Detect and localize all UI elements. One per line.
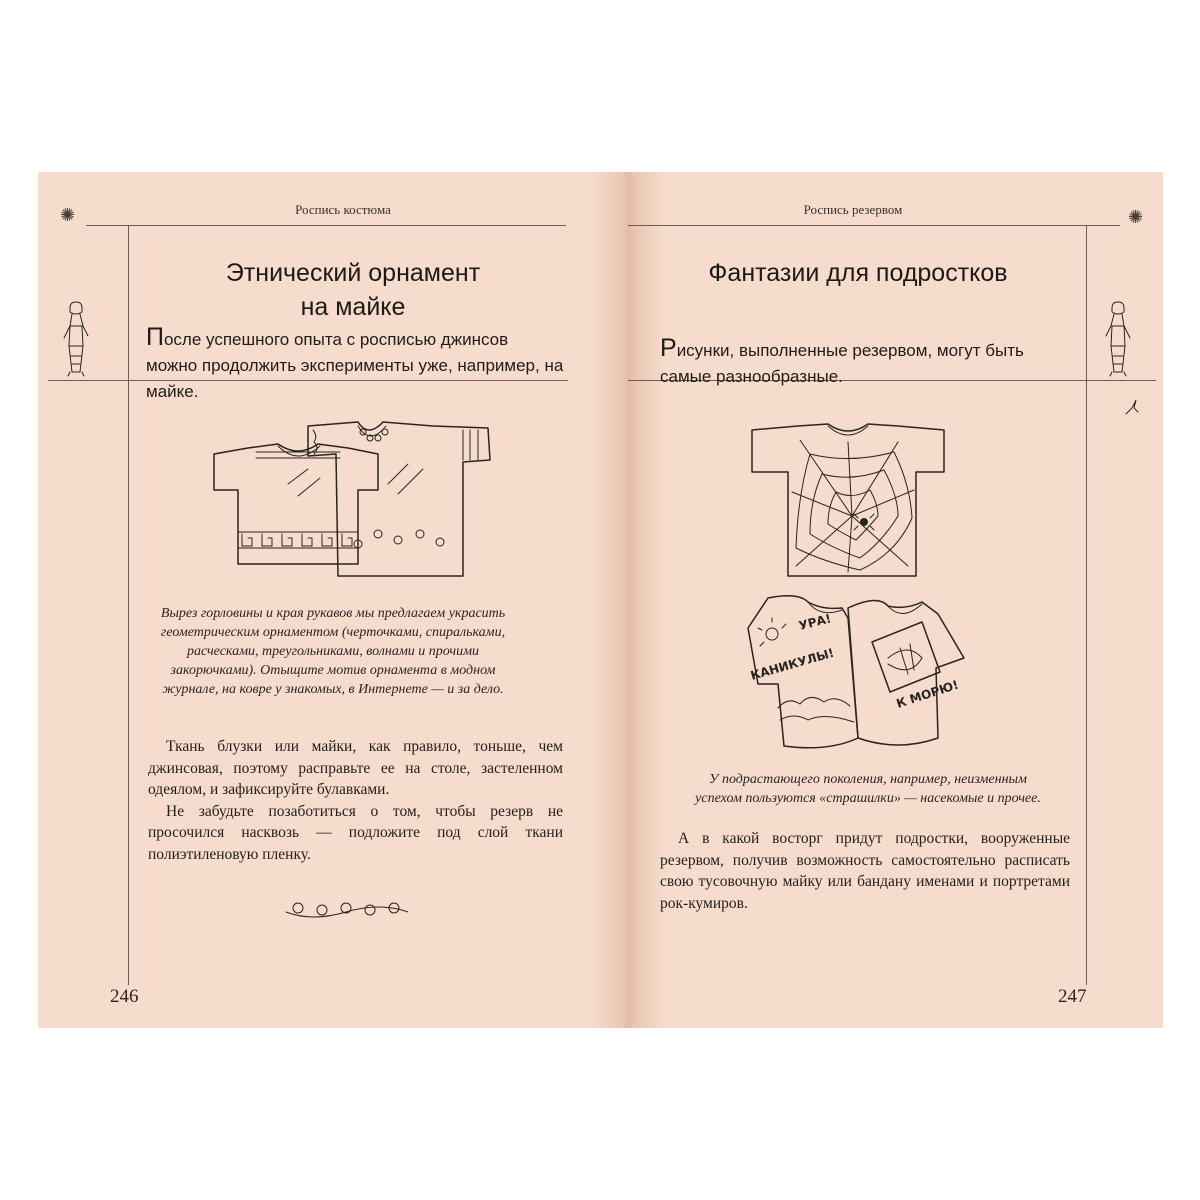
title-line-2: на майке: [300, 293, 406, 321]
shirt-text-2: КАНИКУЛЫ!: [748, 645, 836, 683]
drop-cap-left: П: [146, 323, 164, 351]
margin-rule-right: [1086, 225, 1087, 985]
vacation-shirts-illustration: [738, 588, 978, 758]
lead-text-right: исунки, выполненные резервом, могут быть самые разнообразные.: [660, 341, 1024, 386]
header-rule-right: [628, 225, 1120, 226]
figure-caption-right: У подрастающего поколения, например, неизменным успехом пользуются «страшилки» — насекомые и прочее.: [695, 772, 1041, 806]
shirt-text-1: УРА!: [797, 611, 833, 633]
title-line-1: Этнический орнамент: [225, 259, 481, 287]
body-text-right: [660, 828, 1070, 914]
sun-star-icon: ✺: [60, 205, 76, 225]
drop-cap-right: Р: [660, 334, 677, 362]
ethnic-shirts-illustration: [208, 414, 498, 584]
page-number-left: 246: [110, 986, 139, 1007]
body-paragraph-right: А в какой восторг придут подростки, вооруженные резервом, получив возможность самостоятельно расписать свою тусовочную майку или бандану именами и портретами рок-кумиров.: [660, 830, 1070, 912]
lead-text-left: осле успешного опыта с росписью джинсов можно продолжить эксперименты уже, например, на майке.: [146, 330, 564, 401]
section-title-left: [178, 256, 528, 324]
right-page: [628, 172, 1163, 1028]
margin-rule-left: [128, 225, 129, 985]
page-number-right: 247: [1058, 986, 1087, 1007]
bird-icon: [1124, 398, 1140, 416]
shirt-text-3: К МОРЮ!: [894, 677, 961, 711]
body-paragraph-1: Ткань блузки или майки, как правило, тоньше, чем джинсовая, поэтому расправьте ее на столе, застеленном одеялом, и зафиксируйте булавками.: [148, 738, 563, 798]
running-head-left: Роспись костюма: [295, 202, 391, 217]
section-title-right: [668, 256, 1048, 290]
book-spread: [38, 172, 1163, 1028]
body-text-left: [148, 736, 563, 865]
running-head-right: Роспись резервом: [803, 202, 903, 217]
body-paragraph-2: Не забудьте позаботиться о том, чтобы резерв не просочился насквозь — подложите под слой ткани полиэтиленовую пленку.: [148, 802, 563, 863]
spiderweb-shirt-illustration: [748, 420, 948, 580]
title-line-right: Фантазии для подростков: [708, 259, 1008, 287]
header-rule-left: [86, 225, 566, 226]
pharaoh-figure-icon: [1098, 296, 1138, 378]
figure-caption-left: Вырез горловины и края рукавов мы предлагаем украсить геометрическим орнаментом (черточками, спиральками, расческами, треугольниками, волнами и прочими закорючками). Отыщите мотив орнамента в модном журнале, на ковре у знакомых, в Интернете — и за дело.: [160, 606, 506, 697]
pharaoh-figure-icon: [56, 296, 96, 378]
lead-paragraph-left: [146, 324, 564, 405]
sun-star-icon: ✺: [1128, 207, 1144, 227]
left-page: [38, 172, 594, 1028]
lead-paragraph-right: [660, 335, 1070, 390]
floral-vignette-icon: [282, 894, 412, 924]
